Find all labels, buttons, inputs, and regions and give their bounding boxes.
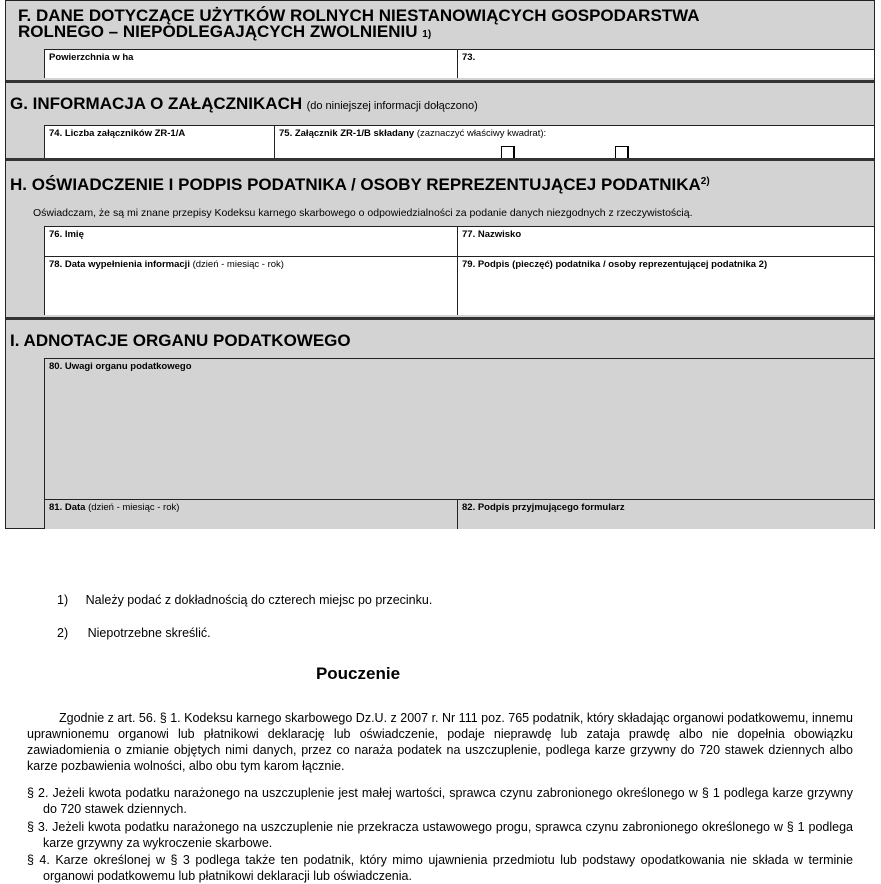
instruction-paragraph-1: Zgodnie z art. 56. § 1. Kodeksu karnego skarbowego Dz.U. z 2007 r. Nr 111 poz. 765 podatnik, który składając organowi podatkowemu, innemu uprawnionemu organowi lub płatnikowi deklarację lub oświadczenie, podaje nieprawdę lub zataja prawdę albo nie dopełnia obowiązku zawiadomienia o zmianie objętych nimi danych, przez co naraża podatek na uszczuplenie, podlega karze grzywny do 720 stawek dziennych albo karze pozbawienia wolności, albo obu tym karom łącznie. [27, 711, 853, 773]
footnote-2-num: 2) [57, 626, 69, 640]
instruction-paragraph-3: § 3. Jeżeli kwota podatku narażonego na uszczuplenie nie przekracza ustawowego progu, sprawca czynu zabronionego określonego w § 1 podlega karze grzywny za wykroczenie skarbowe. [27, 820, 853, 850]
field-76-label: 76. Imię [49, 229, 84, 240]
section-i-header [6, 317, 874, 360]
field-79-label: 79. Podpis (pieczęć) podatnika / osoby reprezentującej podatnika 2) [462, 259, 768, 270]
field-81-label: 81. Data [49, 502, 86, 513]
field-80-remarks[interactable] [44, 359, 874, 500]
field-75-checkbox-2[interactable] [615, 146, 629, 158]
footnote-1 [57, 593, 432, 607]
field-75-label: 75. Załącznik ZR-1/B składany [279, 128, 415, 139]
field-77-last-name[interactable] [457, 227, 874, 257]
section-h-statement: Oświadczam, że są mi znane przepisy Kodeksu karnego skarbowego o odpowiedzialności za podanie danych niezgodnych z rzeczywistością. [33, 207, 693, 219]
instruction-paragraph-2: § 2. Jeżeli kwota podatku narażonego na uszczuplenie jest małej wartości, sprawca czynu zabronionego określonego w § 1 podlega karze grzywny do 720 stawek dziennych. [27, 786, 853, 816]
field-75-note: (zaznaczyć właściwy kwadrat): [416, 128, 547, 139]
field-82-label: 82. Podpis przyjmującego formularz [462, 502, 625, 513]
field-75 [274, 126, 874, 158]
section-g-title: G. INFORMACJA O ZAŁĄCZNIKACH [10, 94, 303, 113]
section-g-header [6, 80, 874, 126]
field-76-first-name[interactable] [44, 227, 457, 257]
section-f-row [44, 49, 874, 78]
section-i-row-1 [44, 358, 874, 500]
field-73[interactable] [457, 50, 874, 78]
field-78-note: (dzień - miesiąc - rok) [192, 259, 284, 270]
field-area-ha[interactable] [44, 50, 457, 78]
section-i-title: I. ADNOTACJE ORGANU PODATKOWEGO [10, 331, 351, 350]
field-75-checkbox-1[interactable] [501, 146, 515, 158]
footnote-2-text: Niepotrzebne skreślić. [87, 626, 211, 640]
field-area-ha-label: Powierzchnia w ha [49, 52, 134, 63]
field-78-fill-date[interactable] [44, 257, 457, 315]
field-74[interactable] [44, 126, 274, 158]
field-73-label: 73. [462, 52, 476, 63]
field-74-label: 74. Liczba załączników ZR-1/A [49, 128, 186, 139]
footnote-1-text: Należy podać z dokładnością do czterech miejsc po przecinku. [85, 593, 433, 607]
field-82-receiver-signature[interactable] [457, 500, 874, 529]
field-81-note: (dzień - miesiąc - rok) [88, 502, 180, 513]
section-h-header [6, 158, 874, 229]
section-i-row-2 [44, 499, 874, 529]
field-77-label: 77. Nazwisko [462, 229, 522, 240]
field-80-label: 80. Uwagi organu podatkowego [49, 361, 192, 372]
section-f-title-line2: ROLNEGO – NIEPODLEGAJĄCYCH ZWOLNIENIU [18, 22, 418, 41]
footnote-1-num: 1) [57, 593, 69, 607]
instruction-paragraph-4: § 4. Karze określonej w § 3 podlega także ten podatnik, który mimo ujawnienia przedmiotu lub podstawy opodatkowania nie składa w terminie organowi podatkowemu lub płatnikowi deklaracji lub oświadczenia. [27, 853, 853, 883]
tax-form [5, 0, 875, 529]
section-h-footnote-mark: 2) [700, 176, 710, 187]
section-f-header [6, 1, 874, 49]
section-h-row-1 [44, 226, 874, 257]
field-81-date[interactable] [44, 500, 457, 529]
section-f-title-line1: F. DANE DOTYCZĄCE UŻYTKÓW ROLNYCH NIESTANOWIĄCYCH GOSPODARSTWA [18, 6, 700, 25]
section-f-footnote-mark: 1) [422, 29, 432, 40]
section-h-title: H. OŚWIADCZENIE I PODPIS PODATNIKA / OSOBY REPREZENTUJĄCEJ PODATNIKA [10, 175, 701, 194]
field-78-label: 78. Data wypełnienia informacji [49, 259, 190, 270]
section-g-row [44, 125, 874, 158]
instruction-title: Pouczenie [315, 664, 401, 683]
section-g-note: (do niniejszej informacji dołączono) [306, 100, 478, 112]
footnote-2 [57, 626, 211, 640]
section-h-row-2 [44, 256, 874, 315]
field-79-signature[interactable] [457, 257, 874, 315]
